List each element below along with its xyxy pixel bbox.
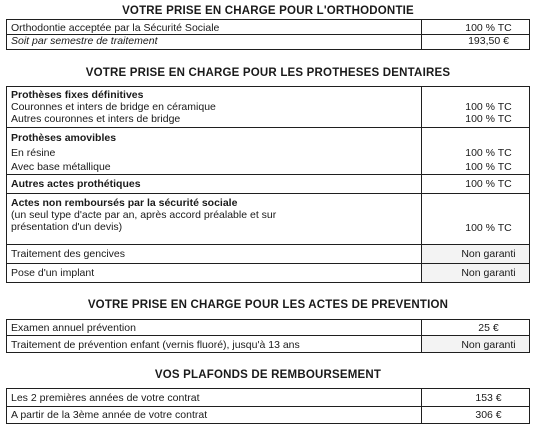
protheses-title: VOTRE PRISE EN CHARGE POUR LES PROTHESES DENTAIRES xyxy=(85,67,451,79)
row-label: Soit par semestre de traitement xyxy=(7,35,422,50)
amovibles-values xyxy=(422,128,530,175)
non-rembourses-value: 100 % TC xyxy=(422,194,530,245)
row-label: Examen annuel prévention xyxy=(7,320,422,336)
non-rembourses-heading: Actes non remboursés par la sécurité sociale xyxy=(11,197,238,209)
table-row xyxy=(7,20,530,35)
table-row xyxy=(7,389,530,407)
amovibles-line1: En résine xyxy=(11,147,56,159)
table-row xyxy=(7,245,530,264)
row-value: 306 € xyxy=(422,407,530,424)
amovibles-cell xyxy=(7,128,422,175)
fixes-line2: Autres couronnes et inters de bridge xyxy=(11,113,181,125)
table-row xyxy=(7,35,530,50)
row-label: Orthodontie acceptée par la Sécurité Sociale xyxy=(7,20,422,35)
row-value: Non garanti xyxy=(422,336,530,353)
row-value: 193,50 € xyxy=(422,35,530,50)
fixes-value1: 100 % TC xyxy=(465,101,512,113)
orthodontie-table xyxy=(6,19,530,50)
row-label: A partir de la 3ème année de votre contrat xyxy=(7,407,422,424)
prevention-title: VOTRE PRISE EN CHARGE POUR LES ACTES DE PREVENTION xyxy=(87,299,449,311)
table-row xyxy=(7,264,530,283)
row-value: 25 € xyxy=(422,320,530,336)
table-row xyxy=(7,128,530,175)
fixes-cell xyxy=(7,87,422,128)
table-row xyxy=(7,87,530,128)
orthodontie-title: VOTRE PRISE EN CHARGE POUR L'ORTHODONTIE xyxy=(122,5,414,17)
amovibles-line2: Avec base métallique xyxy=(11,161,111,173)
autres-value: 100 % TC xyxy=(422,175,530,194)
gencives-value: Non garanti xyxy=(422,245,530,264)
table-row xyxy=(7,175,530,194)
fixes-line1: Couronnes et inters de bridge en céramique xyxy=(11,101,216,113)
non-rembourses-line2: présentation d'un devis) xyxy=(11,221,123,233)
table-row xyxy=(7,407,530,424)
table-row xyxy=(7,336,530,353)
amovibles-heading: Prothèses amovibles xyxy=(11,132,117,144)
protheses-table xyxy=(6,86,530,283)
fixes-value2: 100 % TC xyxy=(465,113,512,125)
table-row xyxy=(7,320,530,336)
plafonds-title: VOS PLAFONDS DE REMBOURSEMENT xyxy=(154,369,382,381)
row-label: Les 2 premières années de votre contrat xyxy=(7,389,422,407)
plafonds-table xyxy=(6,388,530,424)
fixes-heading: Prothèses fixes définitives xyxy=(11,89,144,101)
implant-label: Pose d'un implant xyxy=(7,264,422,283)
autres-label: Autres actes prothétiques xyxy=(7,175,422,194)
implant-value: Non garanti xyxy=(422,264,530,283)
gencives-label: Traitement des gencives xyxy=(7,245,422,264)
non-rembourses-cell xyxy=(7,194,422,245)
amovibles-value1: 100 % TC xyxy=(465,147,512,159)
row-label: Traitement de prévention enfant (vernis fluoré), jusqu'à 13 ans xyxy=(7,336,422,353)
amovibles-value2: 100 % TC xyxy=(465,161,512,173)
row-value: 100 % TC xyxy=(422,20,530,35)
non-rembourses-line1: (un seul type d'acte par an, après accord préalable et sur xyxy=(11,209,277,221)
row-value: 153 € xyxy=(422,389,530,407)
prevention-table xyxy=(6,319,530,353)
table-row xyxy=(7,194,530,245)
fixes-values xyxy=(422,87,530,128)
